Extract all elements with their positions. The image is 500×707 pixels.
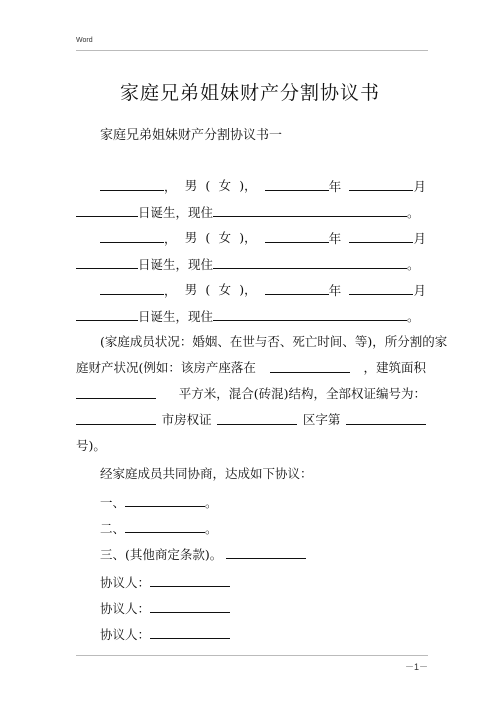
year-label: 年 — [328, 231, 342, 246]
signer-3 — [100, 626, 230, 643]
district-blank[interactable] — [217, 412, 297, 425]
agreement-item-2 — [100, 520, 218, 537]
female-label: 女 — [218, 230, 231, 245]
address-blank[interactable] — [213, 256, 407, 269]
person-row-3 — [76, 282, 426, 299]
property-line-3 — [76, 412, 426, 428]
item-number: 一、 — [100, 495, 126, 510]
signer-label: 协议人： — [100, 627, 151, 642]
area-blank[interactable] — [76, 386, 156, 399]
month-label: 月 — [413, 231, 426, 246]
birth-address-label: 日诞生，现住 — [138, 309, 214, 324]
period: 。 — [407, 309, 420, 324]
signer-blank[interactable] — [150, 574, 230, 587]
year-label: 年 — [328, 179, 342, 194]
property-line-2 — [76, 386, 426, 402]
day-blank[interactable] — [76, 256, 138, 269]
male-label: 男 — [184, 178, 198, 193]
signer-2 — [100, 600, 230, 617]
birth-address-label: 日诞生，现住 — [138, 257, 214, 272]
period: 。 — [407, 257, 420, 272]
person-address-1 — [76, 204, 420, 221]
address-blank[interactable] — [213, 308, 407, 321]
name-blank[interactable] — [100, 230, 164, 243]
month-blank[interactable] — [349, 230, 413, 243]
family-status-line: (家庭成员状况：婚姻、在世与否、死亡时间、等)，所分割的家 — [100, 334, 448, 349]
comma: ， — [164, 231, 177, 246]
month-blank[interactable] — [349, 178, 413, 191]
comma: ， — [164, 283, 177, 298]
birth-address-label: 日诞生，现住 — [138, 205, 214, 220]
item-3-blank[interactable] — [226, 546, 306, 559]
person-row-1 — [76, 178, 426, 195]
signer-label: 协议人： — [100, 601, 151, 616]
person-address-2 — [76, 256, 420, 273]
signer-blank[interactable] — [150, 626, 230, 639]
month-label: 月 — [413, 179, 426, 194]
district-label: 区字第 — [302, 412, 341, 427]
period: 。 — [407, 205, 420, 220]
footer-rule — [76, 655, 428, 656]
female-label: 女 — [218, 282, 231, 297]
cert-number-blank[interactable] — [346, 412, 426, 425]
paren: )， — [239, 282, 257, 297]
city-cert-label: 市房权证 — [161, 412, 212, 427]
item-2-blank[interactable] — [125, 520, 205, 533]
agreement-item-3 — [100, 546, 306, 563]
property-line-4: 号)。 — [76, 438, 106, 453]
day-blank[interactable] — [76, 308, 138, 321]
year-label: 年 — [328, 283, 342, 298]
day-blank[interactable] — [76, 204, 138, 217]
city-blank[interactable] — [76, 412, 156, 425]
person-address-3 — [76, 308, 420, 325]
signer-blank[interactable] — [150, 600, 230, 613]
property-location-blank[interactable] — [270, 360, 350, 373]
item-3-text: 三、(其他商定条款)。 — [100, 547, 223, 562]
building-area-label: ，建筑面积 — [363, 360, 426, 375]
comma: ， — [164, 179, 177, 194]
header-app-name: Word — [76, 37, 93, 44]
document-title: 家庭兄弟姐妹财产分割协议书 — [119, 82, 380, 104]
paren: )， — [239, 178, 257, 193]
item-number: 二、 — [100, 521, 126, 536]
property-location-label: 庭财产状况(例如：该房产座落在 — [76, 360, 256, 375]
month-label: 月 — [413, 283, 426, 298]
month-blank[interactable] — [349, 282, 413, 295]
name-blank[interactable] — [100, 178, 164, 191]
address-blank[interactable] — [213, 204, 407, 217]
male-label: 男 — [184, 282, 198, 297]
document-subtitle: 家庭兄弟姐妹财产分割协议书一 — [100, 128, 283, 143]
period: 。 — [205, 521, 218, 536]
property-line-1 — [76, 360, 426, 376]
structure-label: 平方米，混合(砖混)结构，全部权证编号为： — [178, 386, 426, 401]
page-number: －1－ — [404, 662, 428, 672]
signer-label: 协议人： — [100, 575, 151, 590]
item-1-blank[interactable] — [125, 494, 205, 507]
paren: ( — [205, 230, 211, 245]
female-label: 女 — [218, 178, 231, 193]
year-blank[interactable] — [265, 178, 329, 191]
signer-1 — [100, 574, 230, 591]
period: 。 — [205, 495, 218, 510]
paren: ( — [205, 178, 211, 193]
paren: ( — [205, 282, 211, 297]
name-blank[interactable] — [100, 282, 164, 295]
paren: )， — [239, 230, 257, 245]
year-blank[interactable] — [265, 230, 329, 243]
agreement-item-1 — [100, 494, 218, 511]
header-rule — [76, 50, 428, 51]
year-blank[interactable] — [265, 282, 329, 295]
male-label: 男 — [184, 230, 198, 245]
person-row-2 — [76, 230, 426, 247]
agreement-intro: 经家庭成员共同协商，达成如下协议： — [100, 466, 313, 481]
